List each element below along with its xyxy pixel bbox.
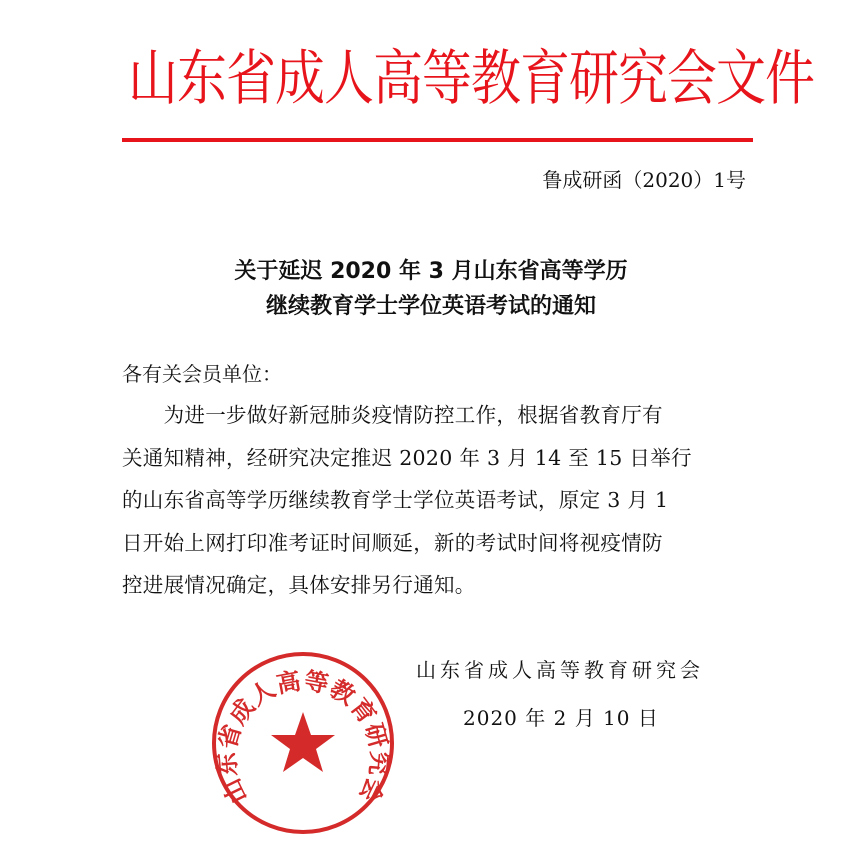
body-line: 关通知精神，经研究决定推迟 2020 年 3 月 14 至 15 日举行 xyxy=(122,446,692,470)
red-divider xyxy=(122,138,753,142)
org-title: 山东省成人高等教育研究会文件 xyxy=(128,44,814,114)
body-line: 日开始上网打印准考证时间顺延，新的考试时间将视疫情防 xyxy=(122,531,663,555)
star-icon xyxy=(271,712,335,772)
body-line: 控进展情况确定，具体安排另行通知。 xyxy=(122,573,476,597)
headline-line-1: 关于延迟 2020 年 3 月山东省高等学历 xyxy=(234,259,628,284)
seal-text: 山东省成人高等教育研究会 xyxy=(212,666,394,809)
body-line: 为进一步做好新冠肺炎疫情防控工作，根据省教育厅有 xyxy=(122,403,663,427)
official-seal-stamp xyxy=(210,650,396,836)
signature-organization: 山东省成人高等教育研究会 xyxy=(416,658,704,682)
document-number: 鲁成研函（2020）1号 xyxy=(542,168,746,192)
headline-line-2: 继续教育学士学位英语考试的通知 xyxy=(265,294,596,319)
salutation: 各有关会员单位： xyxy=(122,362,282,386)
signature-date: 2020 年 2 月 10 日 xyxy=(463,706,659,730)
body-line: 的山东省高等学历继续教育学士学位英语考试，原定 3 月 1 xyxy=(122,488,669,512)
